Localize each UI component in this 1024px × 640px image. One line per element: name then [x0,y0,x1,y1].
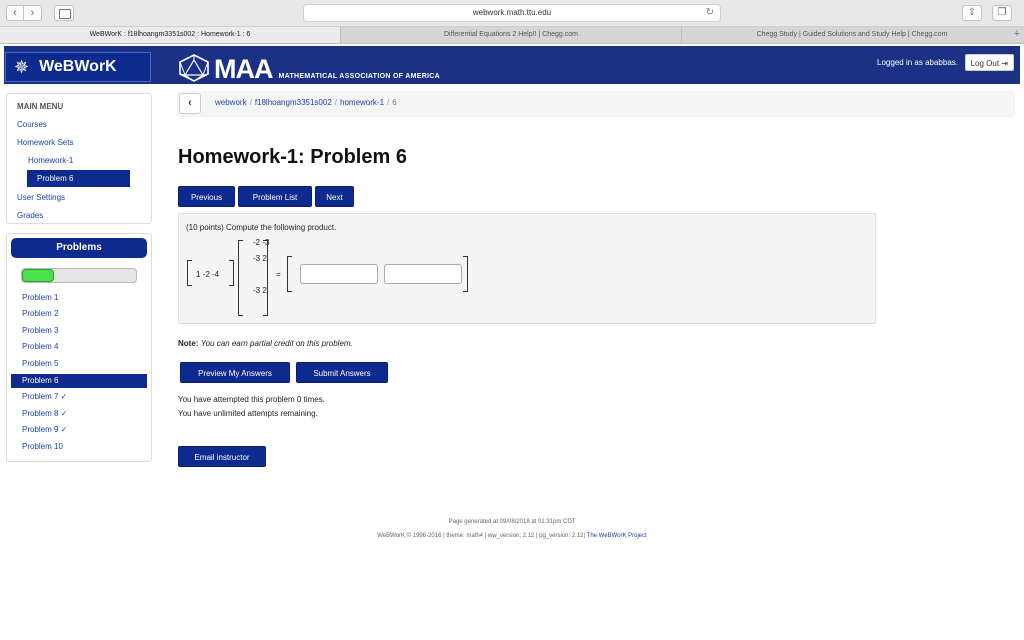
login-status: Logged in as ababbas. [877,58,958,67]
matrix-row-3: -3 2 [253,286,267,295]
submit-answers-button[interactable]: Submit Answers [296,362,388,383]
attempts-count: You have attempted this problem 0 times. [178,395,325,404]
note-text: You can earn partial credit on this problem. [200,339,353,348]
problem-list-button[interactable]: Problem List [238,186,312,207]
problem-body [178,213,876,324]
problem-link-2[interactable]: Problem 2 [22,309,59,318]
note-label: Note: [178,339,199,348]
problem-link-4[interactable]: Problem 4 [22,342,59,351]
email-instructor-button[interactable]: Email instructor [178,446,266,467]
partial-credit-note [178,339,353,348]
answer-input-2[interactable] [384,264,462,284]
share-icon[interactable]: ⇪ [962,5,982,21]
problems-title: Problems [11,238,147,258]
footer-copyright [0,533,1024,539]
maa-logo[interactable] [178,54,440,82]
matrix-row-1: -2 -3 [253,238,270,247]
crumb-separator: / [387,98,390,107]
result-right-bracket [463,256,468,292]
crumb-separator: / [249,98,252,107]
logout-icon: ⇥ [1001,59,1008,68]
previous-button[interactable]: Previous [178,186,235,207]
footer-generated: Page generated at 09/08/2018 at 01:31pm CDT [448,519,576,525]
preview-answers-button[interactable]: Preview My Answers [180,362,290,383]
answer-input-1[interactable] [300,264,378,284]
menu-item-homework-sets[interactable]: Homework Sets [17,138,74,147]
matrix-left-bracket [238,240,243,316]
nav-buttons [6,5,42,21]
problem-link-3[interactable]: Problem 3 [22,326,59,335]
webwork-logo[interactable] [5,52,151,82]
tab-bar [0,27,1024,44]
progress-bar [21,268,137,283]
row-vector: 1 -2 -4 [196,270,220,279]
problem-link-1[interactable]: Problem 1 [22,293,59,302]
icosahedron-icon [178,54,210,82]
tab-chegg-diffeq[interactable]: Differential Equations 2 Help!! | Chegg.com [341,27,682,43]
chevron-left-icon[interactable]: ‹ [179,93,201,114]
url-bar[interactable] [303,4,721,22]
logout-label: Log Out [970,59,1000,68]
footer-copyright-text: WeBWorK © 1996-2016 | theme: math4 | ww_version: 2.12 | pg_version: 2.12| [377,533,586,539]
equals-sign: = [276,270,281,279]
crumb-course[interactable]: f18lhoangm3351s002 [254,98,332,107]
page-title: Homework-1: Problem 6 [178,146,407,168]
tab-chegg-study[interactable]: Chegg Study | Guided Solutions and Study Help | Chegg.com [682,27,1023,43]
progress-fill [22,269,54,282]
breadcrumb-trail [215,98,397,107]
crumb-set[interactable]: homework-1 [340,98,385,107]
tab-overview-icon[interactable]: ❐ [992,5,1012,21]
matrix-row-2: -3 2 [253,254,267,263]
menu-item-homework-1[interactable]: Homework-1 [28,156,74,165]
crumb-webwork[interactable]: webwork [215,98,247,107]
problem-link-6[interactable]: Problem 6 [11,374,147,388]
tab-webwork[interactable]: WeBWorK : f18lhoangm3351s002 : Homework-1 : 6 [0,27,341,43]
menu-item-problem-6[interactable]: Problem 6 [27,170,130,187]
reload-icon[interactable]: ↻ [705,7,714,18]
crumb-current: 6 [392,98,397,107]
menu-item-user-settings[interactable]: User Settings [17,193,66,202]
back-arrow-icon[interactable]: ‹ [6,5,24,21]
browser-toolbar [0,0,1024,27]
sidebar-toggle-icon[interactable] [54,5,74,21]
attempts-remaining: You have unlimited attempts remaining. [178,409,318,418]
maa-fullname: MATHEMATICAL ASSOCIATION OF AMERICA [278,73,441,80]
result-left-bracket [287,256,292,292]
logout-button[interactable] [965,54,1014,71]
problems-panel [6,233,152,462]
problem-link-9[interactable]: Problem 9 ✓ [22,425,68,434]
site-header [4,46,1020,84]
breadcrumb [177,91,1015,117]
crumb-separator: / [334,98,337,107]
logo-text: WeBWorK [39,58,117,75]
menu-item-grades[interactable]: Grades [17,211,44,220]
maa-acronym: MAA [214,54,273,84]
problem-link-8[interactable]: Problem 8 ✓ [22,409,68,418]
matrix-right-bracket [263,240,268,316]
url-text: webwork.math.ttu.edu [472,8,552,17]
row-vector-right-bracket [229,260,234,286]
problem-statement: (10 points) Compute the following product. [186,223,337,232]
problem-link-7[interactable]: Problem 7 ✓ [22,392,68,401]
row-vector-left-bracket [187,260,192,286]
new-tab-icon[interactable]: + [1010,27,1024,43]
main-menu [6,93,152,224]
problem-link-5[interactable]: Problem 5 [22,359,59,368]
problem-link-10[interactable]: Problem 10 [22,442,63,451]
webwork-project-link[interactable]: The WeBWorK Project [586,533,647,539]
menu-item-courses[interactable]: Courses [17,120,47,129]
star-logo-icon: ✵ [14,56,30,77]
forward-arrow-icon[interactable]: › [24,5,42,21]
main-menu-title: MAIN MENU [17,102,64,111]
next-button[interactable]: Next [315,186,354,207]
